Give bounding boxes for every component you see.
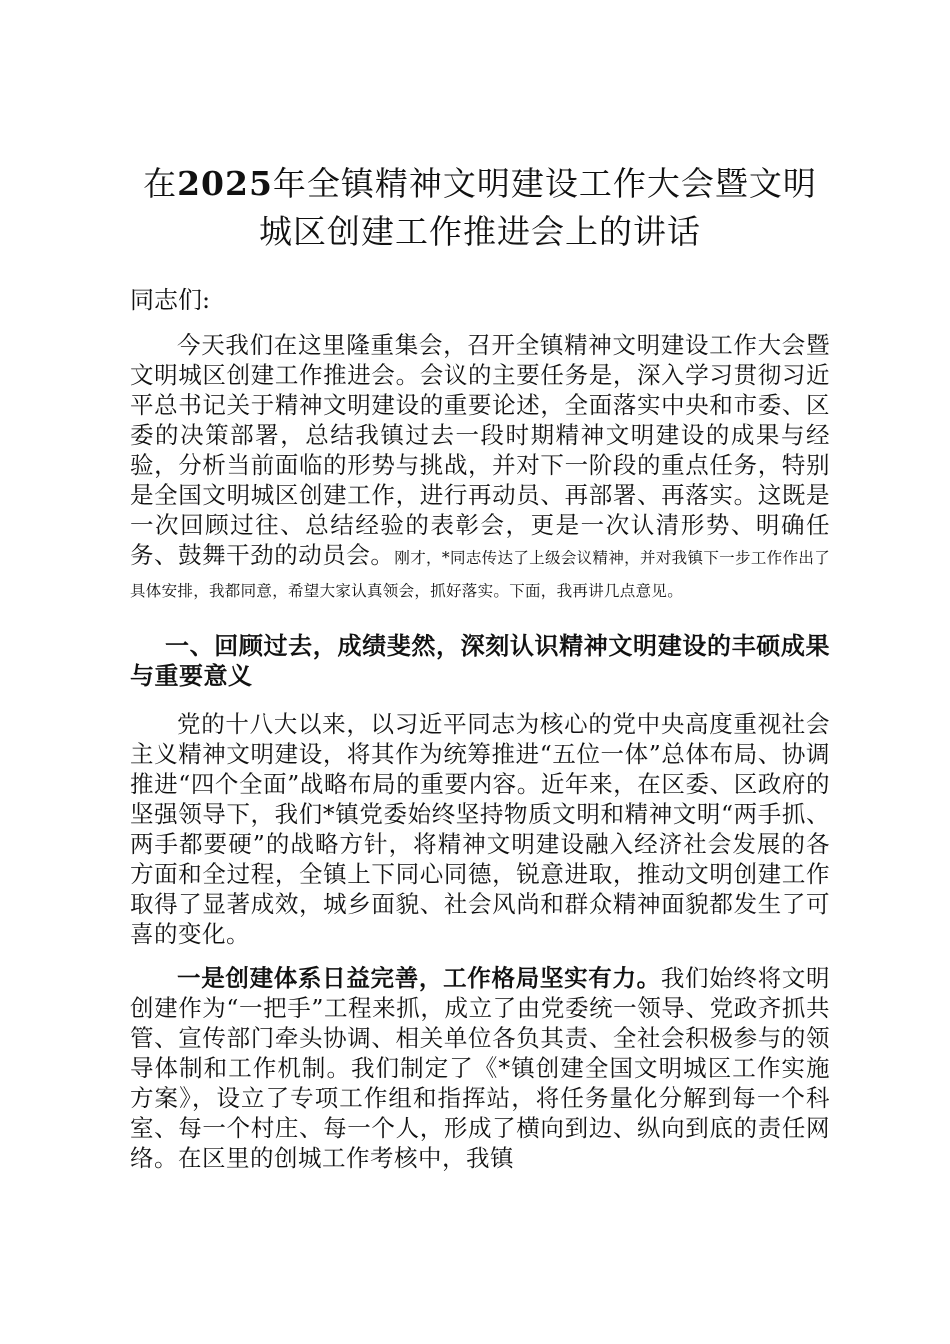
section-heading-1: 一、回顾过去，成绩斐然，深刻认识精神文明建设的丰硕成果与重要意义 <box>130 632 830 690</box>
title-year: 2025 <box>177 164 273 203</box>
document-title <box>130 160 830 256</box>
salutation: 同志们: <box>130 286 211 314</box>
paragraph-intro <box>130 330 830 606</box>
point-1-body: 我们始终将文明创建作为“一把手”工程来抓，成立了由党委统一领导、党政齐抓共管、宣传部门牵头协调、相关单位各负其责、全社会积极参与的领导体制和工作机制。我们制定了《*镇创建全国文明城区工作实施方案》，设立了专项工作组和指挥站，将任务量化分解到每一个科室、每一个村庄、每一个人，形成了横向到边、纵向到底的责任网络。在区里的创城工作考核中，我镇 <box>130 964 831 1172</box>
title-prefix: 在 <box>143 164 178 203</box>
paragraph-point-1 <box>130 963 830 1173</box>
title-line1-rest: 年全镇精神文明建设工作大会暨文明 <box>272 164 817 203</box>
paragraph-intro-small: 刚才，*同志传达了上级会议精神，并对我镇下一步工作作出了具体安排，我都同意，希望大家认真领会，抓好落实。下面，我再讲几点意见。 <box>130 549 830 600</box>
paragraph-review: 党的十八大以来，以习近平同志为核心的党中央高度重视社会主义精神文明建设，将其作为统筹推进“五位一体”总体布局、协调推进“四个全面”战略布局的重要内容。近年来，在区委、区政府的坚强领导下，我们*镇党委始终坚持物质文明和精神文明“两手抓、两手都要硬”的战略方针，将精神文明建设融入经济社会发展的各方面和全过程，全镇上下同心同德，锐意进取，推动文明创建工作取得了显著成效，城乡面貌、社会风尚和群众精神面貌都发生了可喜的变化。 <box>130 710 830 948</box>
point-1-lead: 一是创建体系日益完善，工作格局坚实有力。 <box>177 964 661 992</box>
title-line2: 城区创建工作推进会上的讲话 <box>259 212 701 251</box>
paragraph-intro-main: 今天我们在这里隆重集会，召开全镇精神文明建设工作大会暨文明城区创建工作推进会。会议的主要任务是，深入学习贯彻习近平总书记关于精神文明建设的重要论述，全面落实中央和市委、区委的决策部署，总结我镇过去一段时期精神文明建设的成果与经验，分析当前面临的形势与挑战，并对下一阶段的重点任务，特别是全国文明城区创建工作，进行再动员、再部署、再落实。这既是一次回顾过往、总结经验的表彰会，更是一次认清形势、明确任务、鼓舞干劲的动员会。 <box>130 331 830 569</box>
